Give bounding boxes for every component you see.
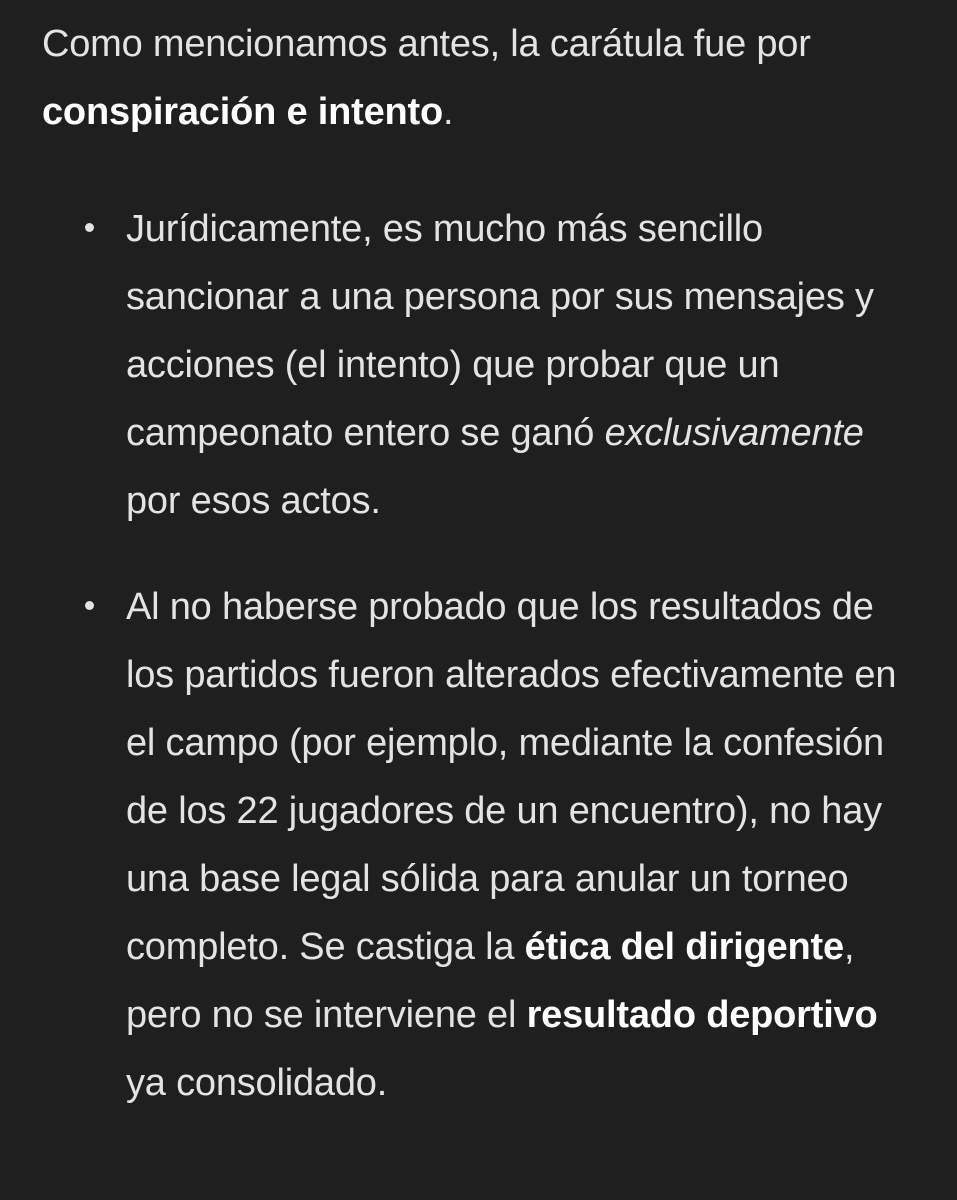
- intro-bold-phrase: conspiración e intento: [42, 91, 443, 133]
- bullet-list: [42, 195, 927, 1117]
- bullet-dot-icon: [85, 601, 94, 610]
- intro-period: .: [442, 91, 454, 133]
- bullet-2-text-1: Al no haberse probado que los resultados de los partidos fueron alterados efectivamente en el campo (por ejemplo, mediante la confesión de los 22 jugadores de un encuentro), no hay una base legal sólida para anular un torneo completo. Se castiga la: [126, 586, 897, 968]
- bullet-item: [42, 195, 927, 535]
- bullet-1-text-before: Jurídicamente, es mucho más sencillo sancionar a una persona por sus mensajes y acciones (el intento) que probar que un campeonato entero se ganó: [126, 208, 874, 454]
- bullet-2-text-3: ya consolidado.: [126, 1062, 388, 1104]
- bullet-dot-icon: [85, 223, 94, 232]
- bullet-2-bold-1: ética del dirigente: [524, 926, 844, 968]
- bullet-item: [42, 573, 927, 1117]
- intro-paragraph: [42, 10, 927, 146]
- bullet-2-text-2: , pero no se interviene el: [126, 926, 855, 1036]
- bullet-2-bold-2: resultado deportivo: [526, 994, 878, 1036]
- bullet-1-text-after: por esos actos.: [126, 480, 381, 522]
- intro-text: Como mencionamos antes, la carátula fue por: [42, 23, 811, 65]
- bullet-1-italic: exclusivamente: [604, 412, 864, 454]
